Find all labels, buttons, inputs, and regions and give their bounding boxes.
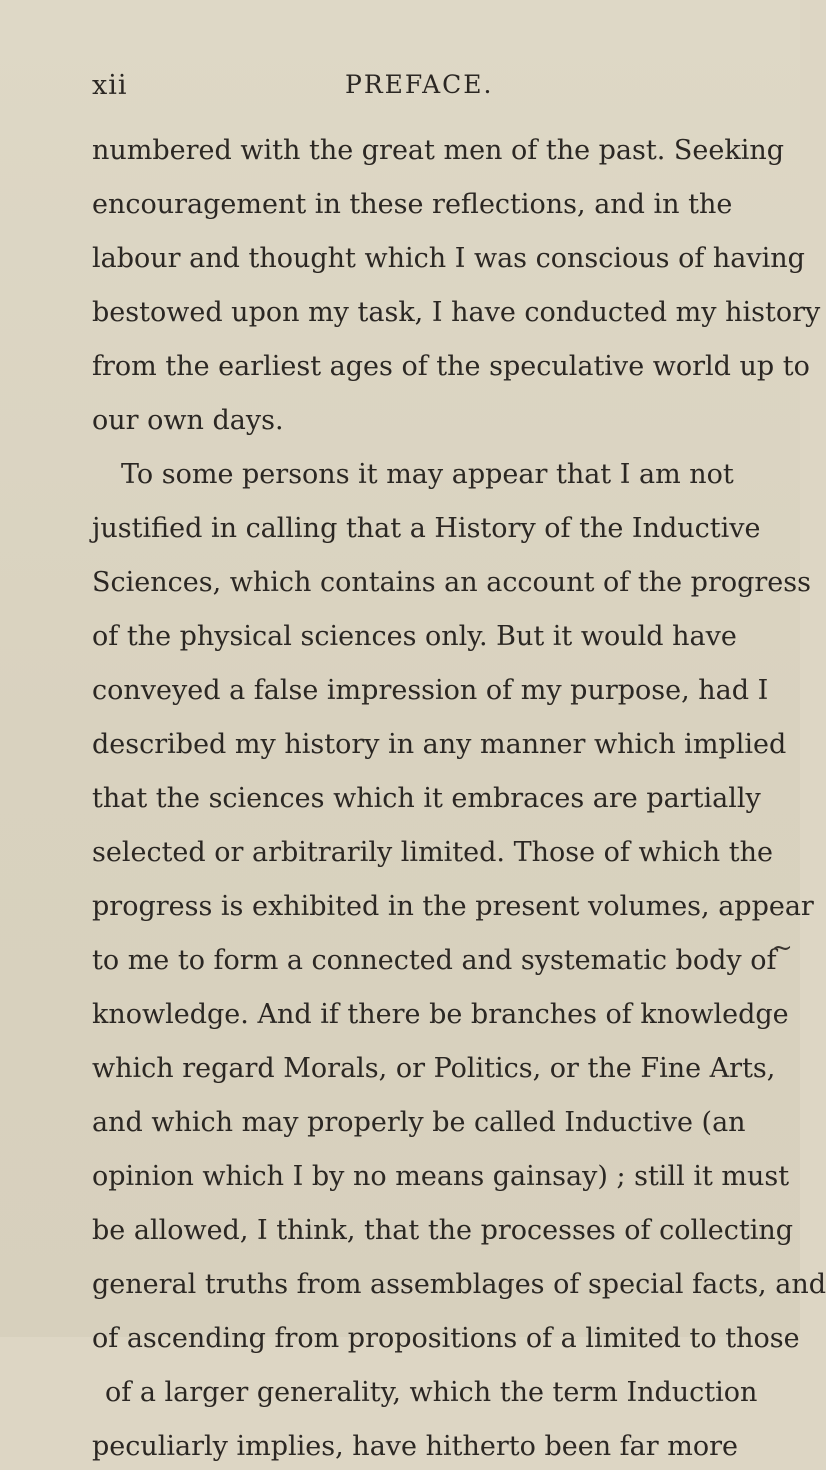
text-line: labour and thought which I was conscious of having xyxy=(92,243,805,274)
text-line: peculiarly implies, have hitherto been far more xyxy=(92,1431,738,1462)
text-line: of a larger generality, which the term Induction xyxy=(105,1377,758,1408)
page-number: xii xyxy=(92,70,128,101)
paragraph-start-line: To some persons it may appear that I am not xyxy=(121,459,734,490)
running-head: PREFACE. xyxy=(345,70,494,99)
text-line: Sciences, which contains an account of the progress xyxy=(92,567,811,598)
text-line: numbered with the great men of the past. Seeking xyxy=(92,135,785,166)
text-line: described my history in any manner which implied xyxy=(92,729,787,760)
margin-mark: ~ xyxy=(771,933,793,963)
text-line: from the earliest ages of the speculative world up to xyxy=(92,351,810,382)
text-line: to me to form a connected and systematic body of xyxy=(92,945,777,976)
text-line: conveyed a false impression of my purpose, had I xyxy=(92,675,769,706)
text-line: opinion which I by no means gainsay) ; still it must xyxy=(92,1161,790,1192)
page-header xyxy=(92,70,732,110)
text-line: general truths from assemblages of special facts, and xyxy=(92,1269,826,1300)
text-line: bestowed upon my task, I have conducted my history xyxy=(92,297,821,328)
text-line: selected or arbitrarily limited. Those of which the xyxy=(92,837,773,868)
text-line: encouragement in these reflections, and in the xyxy=(92,189,733,220)
text-line: progress is exhibited in the present volumes, appear xyxy=(92,891,814,922)
paragraph-end-line: our own days. xyxy=(92,405,284,436)
text-line: be allowed, I think, that the processes of collecting xyxy=(92,1215,794,1246)
text-line: justified in calling that a History of the Inductive xyxy=(92,513,761,544)
text-line: of the physical sciences only. But it would have xyxy=(92,621,737,652)
text-line: that the sciences which it embraces are partially xyxy=(92,783,761,814)
text-line: and which may properly be called Inductive (an xyxy=(92,1107,746,1138)
text-line: of ascending from propositions of a limited to those xyxy=(92,1323,800,1354)
text-line: which regard Morals, or Politics, or the Fine Arts, xyxy=(92,1053,776,1084)
text-line: knowledge. And if there be branches of knowledge xyxy=(92,999,789,1030)
